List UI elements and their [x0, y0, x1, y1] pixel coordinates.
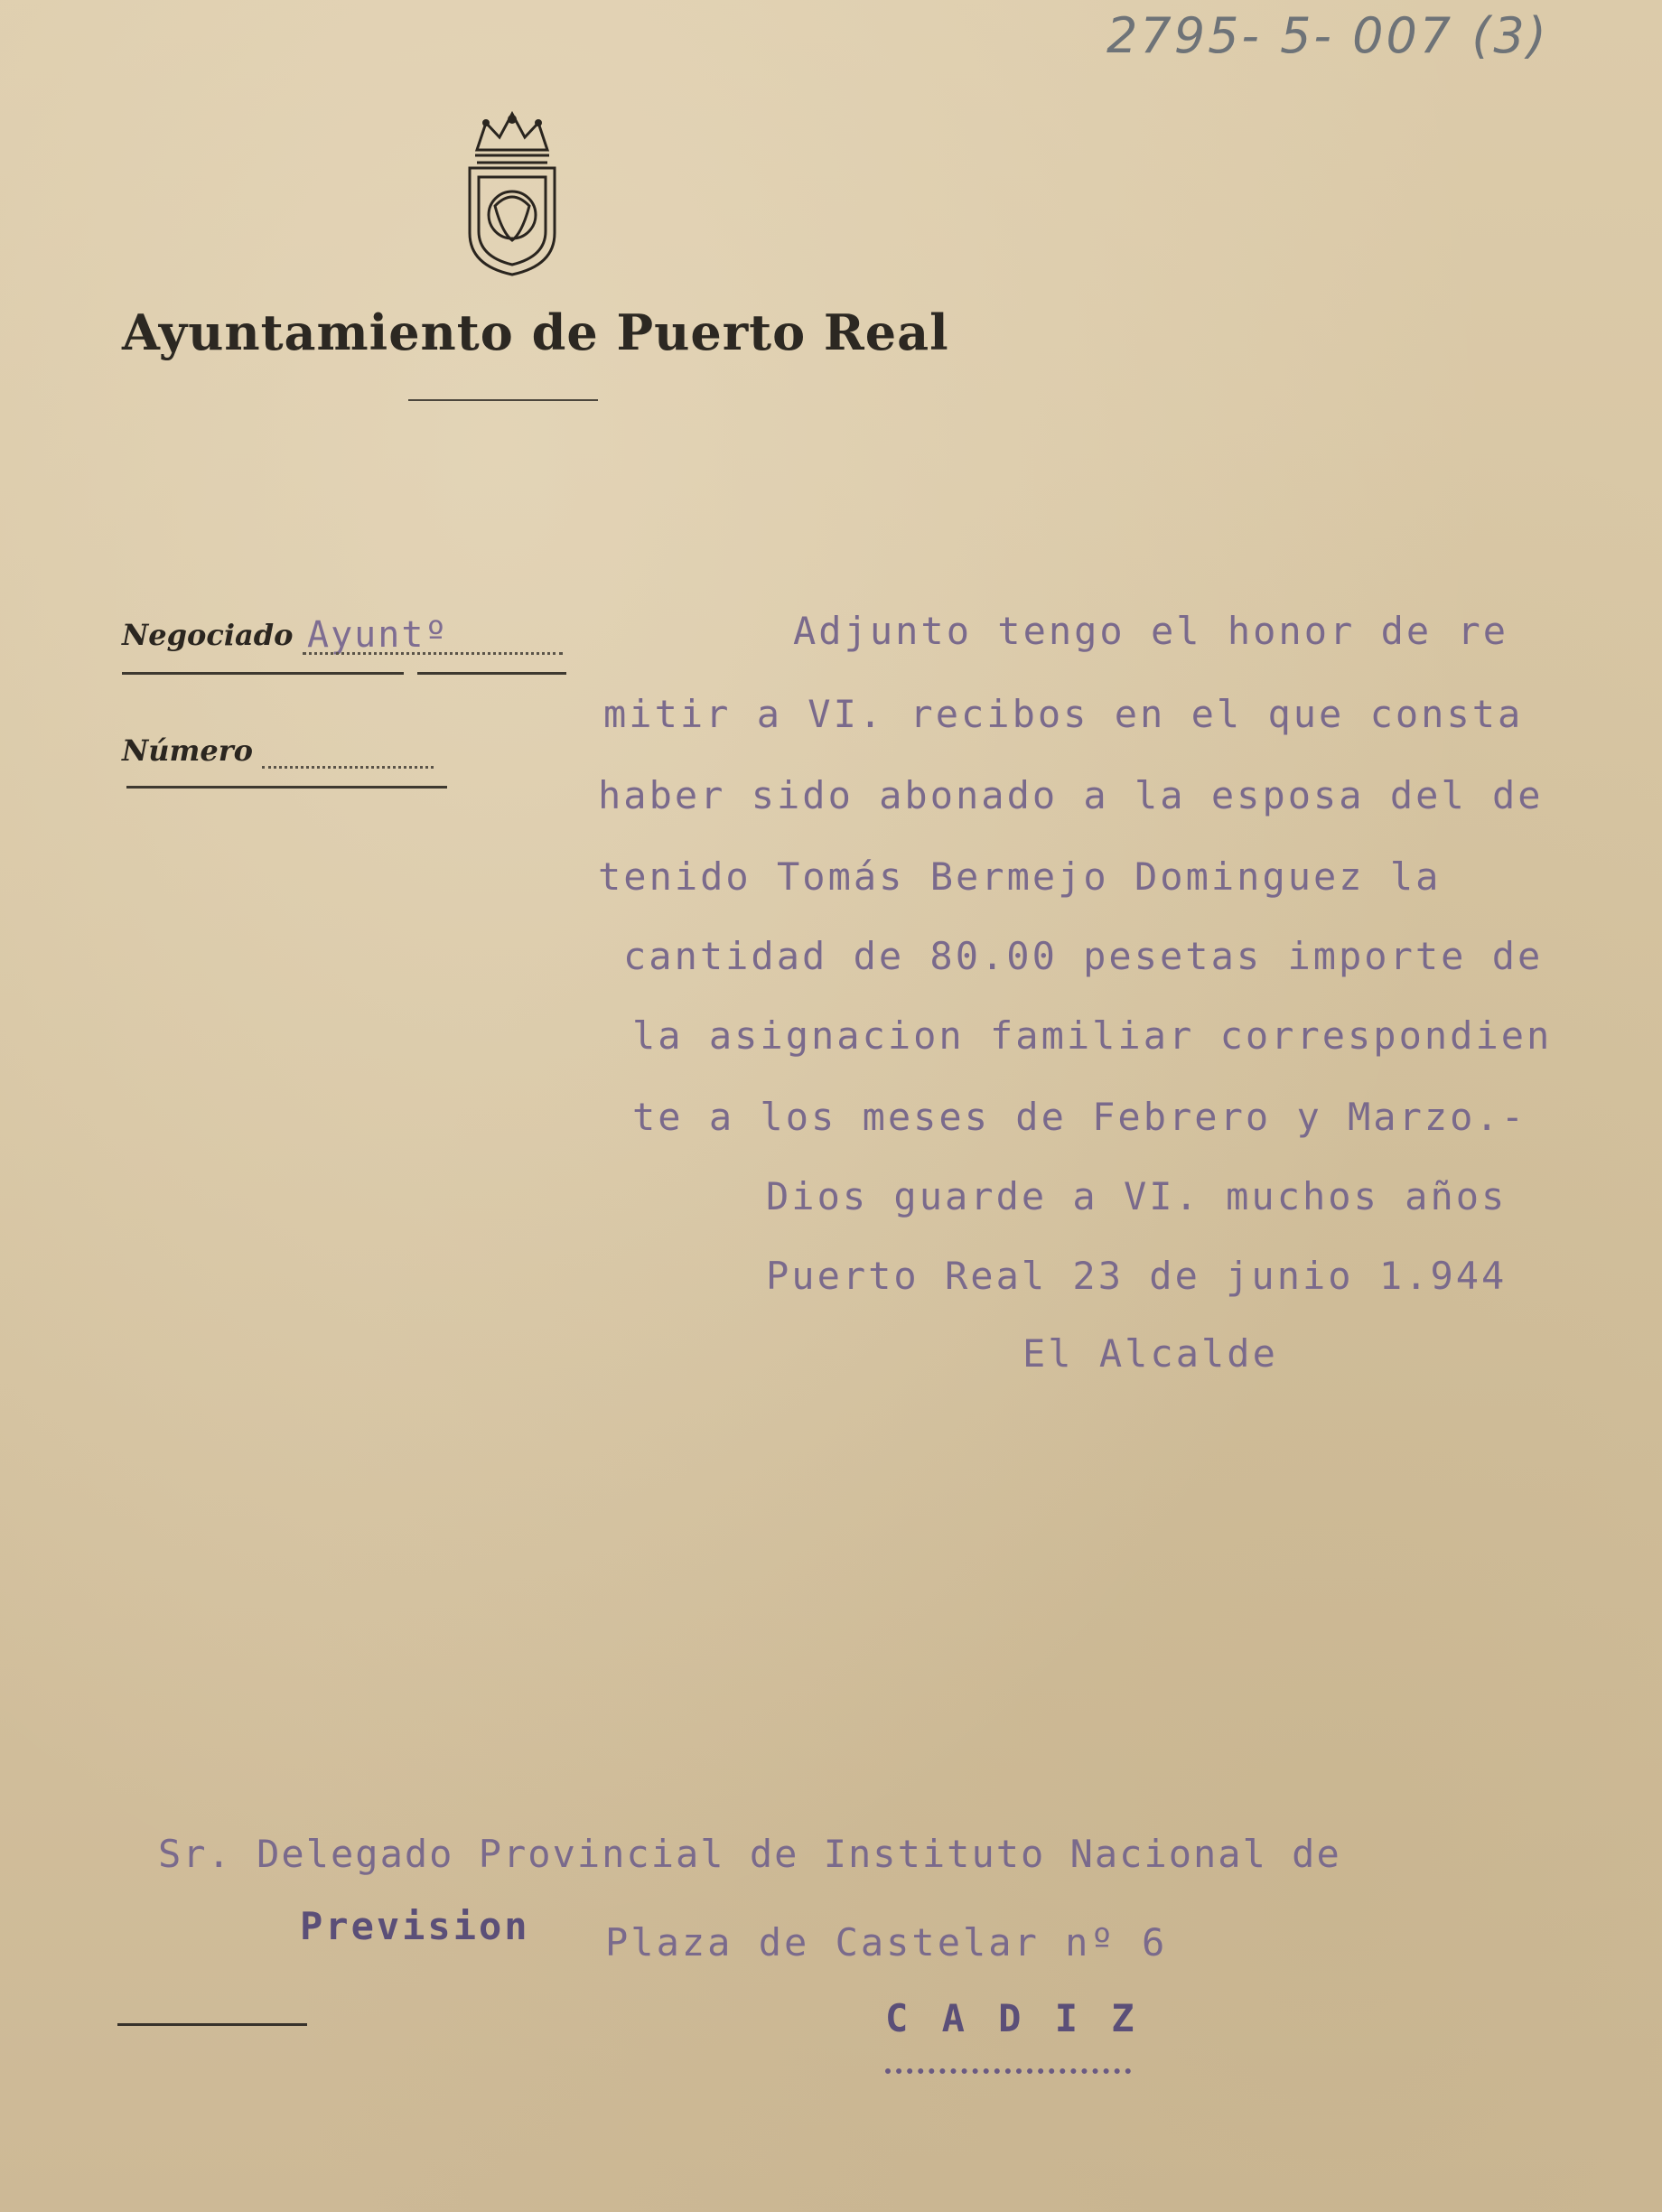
numero-dotted-line	[262, 766, 434, 769]
body-line: haber sido abonado a la esposa del de	[598, 773, 1544, 817]
letterhead-rule	[408, 399, 598, 401]
body-line: cantidad de 80.00 pesetas importe de	[623, 934, 1544, 978]
letterhead-title: Ayuntamiento de Puerto Real	[122, 303, 949, 361]
numero-rule	[126, 786, 447, 789]
body-line: tenido Tomás Bermejo Dominguez la	[598, 854, 1442, 899]
negociado-label: Negociado	[122, 618, 294, 652]
archive-reference: 2795- 5- 007 (3)	[1106, 7, 1549, 64]
addressee-rule	[117, 2023, 307, 2026]
addressee-city: C A D I Z	[885, 1996, 1140, 2040]
negociado-rule-right	[417, 672, 566, 675]
city-underline	[885, 2068, 1131, 2074]
body-line: Adjunto tengo el honor de re	[793, 609, 1509, 653]
crown-crest-emblem	[459, 107, 565, 278]
signature-title: El Alcalde	[1022, 1331, 1278, 1376]
negociado-rule-left	[122, 672, 404, 675]
closing-line: Dios guarde a VI. muchos años	[766, 1174, 1508, 1218]
body-line: te a los meses de Febrero y Marzo.-	[632, 1095, 1527, 1139]
body-line: mitir a VI. recibos en el que consta	[603, 692, 1524, 736]
negociado-dotted-line	[303, 652, 563, 655]
addressee-line: Sr. Delegado Provincial de Instituto Nacional de	[158, 1832, 1341, 1876]
body-line: la asignacion familiar correspondien	[632, 1013, 1553, 1058]
addressee-street: Plaza de Castelar nº 6	[605, 1920, 1168, 1965]
date-line: Puerto Real 23 de junio 1.944	[766, 1254, 1508, 1298]
addressee-institution: Prevision	[300, 1904, 530, 1948]
numero-label: Número	[122, 733, 253, 768]
negociado-value: Ayuntº	[307, 614, 449, 656]
